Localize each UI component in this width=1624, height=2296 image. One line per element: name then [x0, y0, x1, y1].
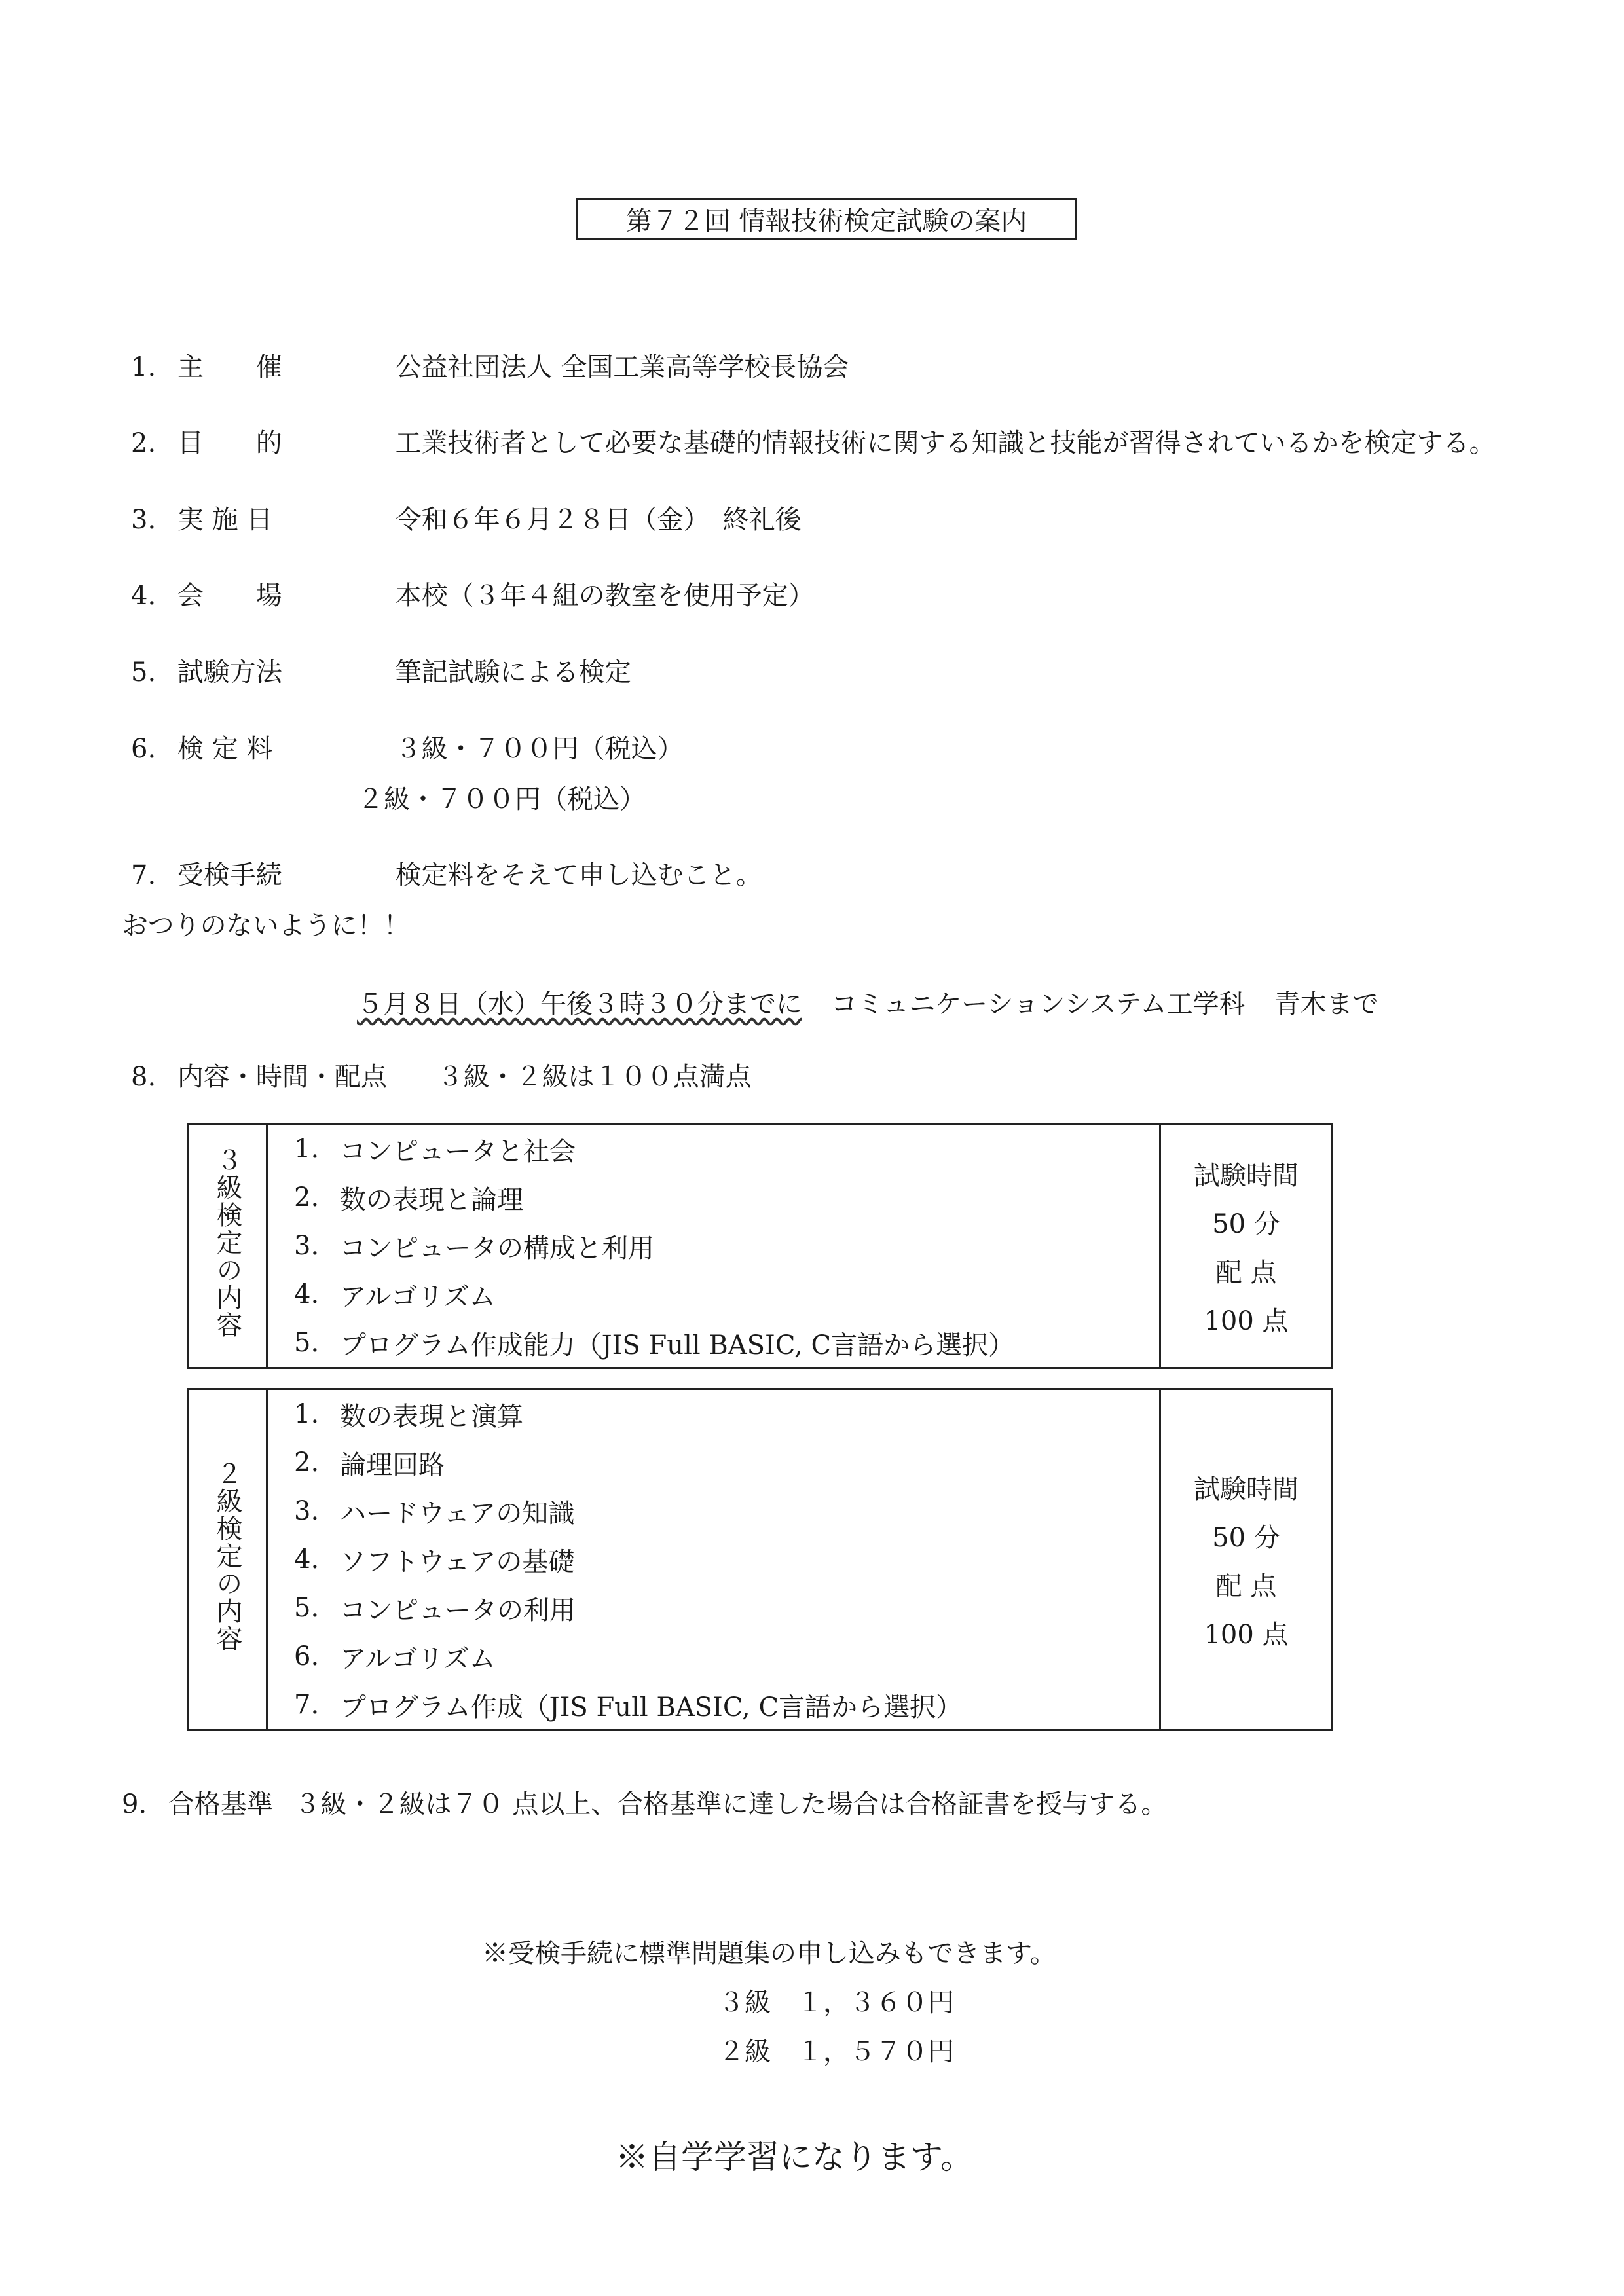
section-content — [131, 1061, 752, 1093]
section-number: 1. — [131, 352, 157, 382]
item-number: 5. — [294, 1593, 320, 1623]
score-label: 配 点 — [1215, 1571, 1277, 1601]
workbook-note: ※受検手続に標準問題集の申し込みもできます。 — [482, 1939, 1056, 1969]
item-text: コンピュータの利用 — [340, 1595, 576, 1626]
list-item — [268, 1125, 1159, 1173]
section-value: 筆記試験による検定 — [395, 657, 631, 687]
section-number: 6. — [131, 734, 157, 764]
section-number: 3. — [131, 505, 157, 535]
time-value: 50 分 — [1212, 1522, 1280, 1553]
item-text: 論理回路 — [340, 1449, 445, 1480]
item-text: コンピュータと社会 — [340, 1136, 576, 1167]
section-number: 2. — [131, 428, 157, 458]
section-label: 合格基準 — [168, 1789, 273, 1819]
item-text: コンピュータの構成と利用 — [340, 1233, 654, 1264]
grade3-label: ３級検定の内容 — [212, 1146, 242, 1339]
grade3-label-cell — [188, 1124, 267, 1368]
section-label: 受検手続 — [177, 860, 282, 890]
grade3-items-cell — [267, 1124, 1160, 1368]
grade2-label-cell — [188, 1389, 267, 1730]
item-number: 5. — [294, 1328, 320, 1358]
list-item — [268, 1390, 1159, 1438]
list-item — [268, 1173, 1159, 1222]
time-value: 50 分 — [1212, 1209, 1280, 1239]
grade2-table — [187, 1388, 1333, 1731]
page-title: 第７２回 情報技術検定試験の案内 — [576, 198, 1077, 240]
grade3-table — [187, 1123, 1333, 1369]
item-text: プログラム作成（JIS Full BASIC, C言語から選択） — [340, 1692, 963, 1722]
list-item — [268, 1487, 1159, 1535]
list-item — [268, 1632, 1159, 1681]
time-label: 試験時間 — [1194, 1474, 1299, 1504]
section-fee — [131, 733, 684, 765]
time-label: 試験時間 — [1194, 1160, 1299, 1191]
item-number: 4. — [294, 1279, 320, 1309]
workbook-price-grade3: ３級 １，３６０円 — [718, 1988, 954, 2018]
section-value: 検定料をそえて申し込むこと。 — [395, 860, 762, 890]
list-item — [268, 1270, 1159, 1319]
section-purpose — [131, 428, 1496, 459]
list-item — [268, 1319, 1159, 1367]
section-method — [131, 657, 631, 688]
item-number: 3. — [294, 1231, 320, 1261]
item-number: 2. — [294, 1182, 320, 1212]
item-number: 3. — [294, 1496, 320, 1526]
section-date — [131, 504, 802, 536]
section-venue — [131, 580, 815, 611]
section-label: 検 定 料 — [177, 734, 273, 764]
section-number: 7. — [131, 860, 157, 890]
list-item — [268, 1222, 1159, 1270]
section-number: 8. — [131, 1062, 157, 1092]
section-number: 9. — [122, 1789, 147, 1819]
item-number: 7. — [294, 1690, 320, 1720]
section-value: 工業技術者として必要な基礎的情報技術に関する知識と技能が習得されているかを検定する。 — [395, 428, 1496, 458]
self-study-note: ※自学学習になります。 — [616, 2138, 973, 2176]
section-note: ３級・２級は１００点満点 — [437, 1062, 752, 1092]
section-label: 主 催 — [177, 352, 282, 382]
deadline-person: 青木まで — [1274, 989, 1379, 1019]
item-text: アルゴリズム — [340, 1281, 496, 1312]
section-label: 実 施 日 — [177, 505, 273, 535]
item-number: 1. — [294, 1399, 320, 1429]
section-label: 内容・時間・配点 — [177, 1062, 387, 1092]
section-value: ３級・２級は７０ 点以上、合格基準に達した場合は合格証書を授与する。 — [294, 1789, 1168, 1819]
list-item — [268, 1681, 1159, 1729]
item-text: 数の表現と論理 — [340, 1184, 523, 1215]
grade3-time-cell — [1160, 1124, 1333, 1368]
grade2-items-cell — [267, 1389, 1160, 1730]
deadline-emphasis: ５月８日（水）午後３時３０分までに — [357, 989, 802, 1019]
section-value: 公益社団法人 全国工業高等学校長協会 — [395, 352, 849, 382]
item-text: ソフトウェアの基礎 — [340, 1546, 575, 1577]
section-label: 試験方法 — [177, 657, 282, 687]
score-value: 100 点 — [1204, 1305, 1289, 1336]
fee-grade2: ２級・７００円（税込） — [358, 784, 646, 814]
item-text: アルゴリズム — [340, 1643, 496, 1674]
item-number: 6. — [294, 1641, 320, 1671]
section-number: 4. — [131, 581, 157, 611]
section-procedure — [131, 860, 762, 891]
section-value: 令和６年６月２８日（金） 終礼後 — [395, 505, 802, 535]
workbook-price-grade2: ２級 １，５７０円 — [718, 2037, 954, 2067]
deadline-line — [357, 989, 1379, 1020]
list-item — [268, 1535, 1159, 1584]
section-pass-criteria — [122, 1789, 1167, 1820]
deadline-dept: コミュニケーションシステム工学科 — [831, 989, 1246, 1019]
score-value: 100 点 — [1204, 1619, 1289, 1650]
item-number: 2. — [294, 1448, 320, 1478]
item-text: 数の表現と演算 — [340, 1401, 523, 1432]
item-text: ハードウェアの知識 — [340, 1498, 575, 1529]
item-number: 1. — [294, 1134, 320, 1164]
list-item — [268, 1584, 1159, 1632]
section-number: 5. — [131, 657, 157, 687]
section-label: 目 的 — [177, 428, 282, 458]
item-text: プログラム作成能力（JIS Full BASIC, C言語から選択） — [340, 1330, 1015, 1360]
section-organizer — [131, 352, 849, 383]
section-value: 本校（３年４組の教室を使用予定） — [395, 581, 815, 611]
list-item — [268, 1438, 1159, 1487]
item-number: 4. — [294, 1544, 320, 1575]
score-label: 配 点 — [1215, 1257, 1277, 1288]
change-note: おつりのないように！！ — [122, 911, 410, 941]
fee-grade3: ３級・７００円（税込） — [395, 734, 684, 764]
section-label: 会 場 — [177, 581, 282, 611]
grade2-time-cell — [1160, 1389, 1333, 1730]
grade2-label: ２級検定の内容 — [212, 1460, 242, 1652]
